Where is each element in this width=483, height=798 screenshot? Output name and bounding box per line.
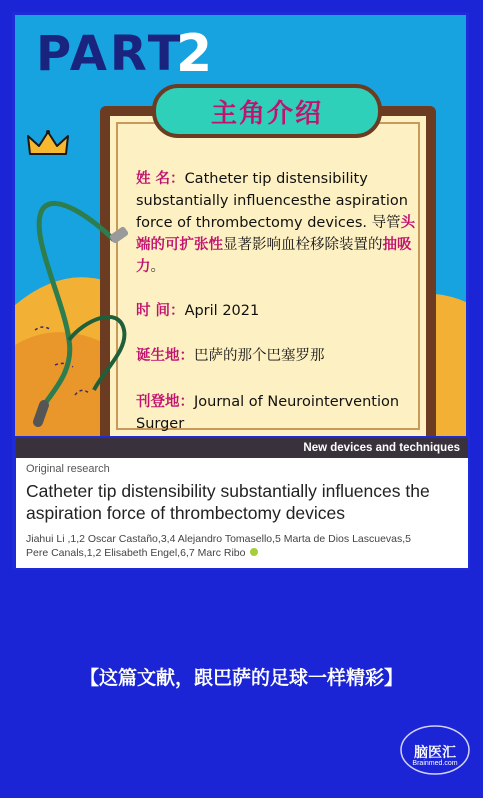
crown-icon	[26, 130, 70, 158]
paper-title: Catheter tip distensibility substantially influences the aspiration force of thrombectomy devices	[26, 481, 430, 523]
profile-banner	[152, 84, 382, 138]
brand-logo	[396, 720, 474, 780]
logo-subtext: Brainmed.com	[412, 760, 458, 767]
part-title: PART	[36, 26, 184, 82]
name-value-highlight-2: 抽吸力	[136, 237, 412, 275]
banner-title: 主角介绍	[210, 98, 323, 129]
birthplace-label: 诞生地：	[136, 348, 194, 364]
field-journal	[136, 391, 426, 435]
name-value-en: Catheter tip distensibility substantially influencesthe aspiration force of thrombectomy devices.	[136, 171, 408, 231]
name-value-cn-1: 导管	[366, 215, 401, 231]
time-label: 时 间：	[136, 303, 185, 319]
journal-label: 刊登地：	[136, 394, 194, 410]
paper-authors	[26, 532, 466, 560]
time-value: April 2021	[184, 303, 260, 319]
name-value-cn-3: 。	[150, 259, 165, 275]
paper-section: New devices and techniques	[16, 438, 468, 458]
logo-text: 脑医汇	[414, 745, 456, 761]
field-birthplace	[136, 345, 426, 367]
name-label: 姓 名：	[136, 171, 185, 187]
field-time	[136, 300, 426, 322]
paper-authors-line1: Jiahui Li ,1,2 Oscar Castaño,3,4 Alejandro Tomasello,5 Marta de Dios Lascuevas,5	[26, 533, 412, 545]
name-value-cn-2: 显著影响血栓移除装置的	[223, 237, 383, 253]
birthplace-value: 巴萨的那个巴塞罗那	[194, 348, 325, 364]
name-value-highlight-1: 头端的可扩张性	[136, 215, 416, 253]
paper-type: Original research	[26, 463, 110, 475]
field-name	[136, 168, 426, 278]
part-number: 2	[176, 24, 213, 84]
slogan: 【这篇文献，跟巴萨的足球一样精彩】	[79, 667, 403, 689]
orcid-icon	[250, 548, 258, 556]
catheter-illustration	[24, 190, 144, 430]
paper-authors-line2: Pere Canals,1,2 Elisabeth Engel,6,7 Marc Ribo	[26, 546, 466, 560]
journal-value: Journal of Neurointervention Surger	[136, 394, 400, 432]
paper-screenshot	[14, 436, 470, 570]
